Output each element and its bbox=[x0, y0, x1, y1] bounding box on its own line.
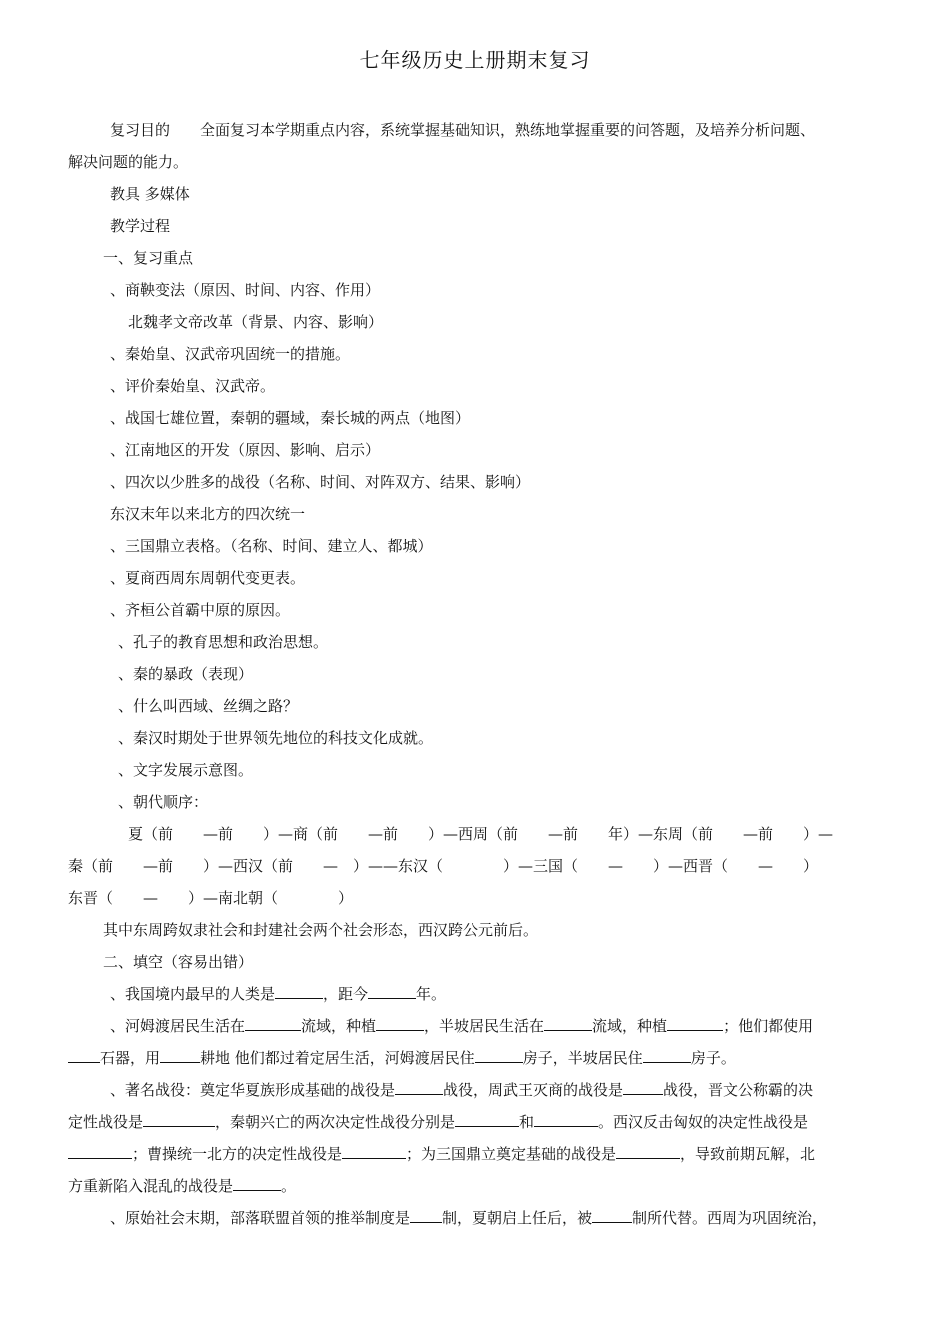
text-line: 、夏商西周东周朝代变更表。 bbox=[110, 569, 306, 587]
fill-in-blank bbox=[160, 1048, 200, 1063]
text-line: 复习目的 全面复习本学期重点内容，系统掌握基础知识，熟练地掌握重要的问答题，及培养分析问题、 bbox=[110, 121, 816, 139]
fill-in-blank bbox=[534, 1112, 598, 1127]
fill-in-blank bbox=[68, 1048, 100, 1063]
text-line: 一、复习重点 bbox=[103, 249, 194, 267]
page-title: 七年级历史上册期末复习 bbox=[359, 48, 591, 72]
fill-in-blank bbox=[233, 1176, 281, 1191]
fill-in-blank bbox=[623, 1080, 663, 1095]
text-line: 夏（前 —前 ）—商（前 —前 ）—西周（前 —前 年）—东周（前 —前 ）— bbox=[128, 825, 834, 843]
text-line: 、秦的暴政（表现） bbox=[118, 665, 254, 683]
fill-in-blank bbox=[410, 1208, 442, 1223]
text-line: 定性战役是 ，秦朝兴亡的两次决定性战役分别是 和 。西汉反击匈奴的决定性战役是 bbox=[68, 1113, 809, 1131]
text-line: 、四次以少胜多的战役（名称、时间、对阵双方、结果、影响） bbox=[110, 473, 531, 491]
fill-in-blank bbox=[342, 1144, 406, 1159]
fill-in-blank bbox=[643, 1048, 691, 1063]
fill-in-blank bbox=[368, 984, 416, 999]
text-line: 秦（前 —前 ）—西汉（前 — ）——东汉（ ）—三国（ — ）—西晋（ — ） bbox=[68, 857, 819, 875]
text-line: 、商鞅变法（原因、时间、内容、作用） bbox=[110, 281, 381, 299]
text-line: 、文字发展示意图。 bbox=[118, 761, 254, 779]
fill-in-blank bbox=[616, 1144, 680, 1159]
text-line: 石器，用 耕地 他们都过着定居生活，河姆渡居民住 房子，半坡居民住 房子。 bbox=[68, 1048, 736, 1068]
text-line: 、秦汉时期处于世界领先地位的科技文化成就。 bbox=[118, 729, 434, 747]
text-line: 、孔子的教育思想和政治思想。 bbox=[118, 633, 329, 651]
text-line: 、秦始皇、汉武帝巩固统一的措施。 bbox=[110, 345, 351, 363]
text-line: 、齐桓公首霸中原的原因。 bbox=[110, 601, 291, 619]
fill-in-blank bbox=[245, 1016, 301, 1031]
fill-in-blank bbox=[68, 1144, 132, 1159]
text-line: 北魏孝文帝改革（背景、内容、影响） bbox=[128, 313, 384, 331]
text-line: 教学过程 bbox=[110, 217, 171, 235]
text-line: 、战国七雄位置，秦朝的疆域，秦长城的两点（地图） bbox=[110, 409, 471, 427]
text-line: 、原始社会末期，部落联盟首领的推举制度是 制，夏朝启上任后，被 制所代替。西周为巩固统治， bbox=[110, 1209, 828, 1227]
fill-in-blank bbox=[475, 1048, 523, 1063]
text-line: 方重新陷入混乱的战役是 。 bbox=[68, 1177, 297, 1195]
text-line: 、评价秦始皇、汉武帝。 bbox=[110, 377, 276, 395]
text-line: 其中东周跨奴隶社会和封建社会两个社会形态，西汉跨公元前后。 bbox=[103, 921, 539, 939]
fill-in-blank bbox=[544, 1016, 592, 1031]
text-line: 、什么叫西域、丝绸之路？ bbox=[118, 697, 299, 715]
text-line: ；曹操统一北方的决定性战役是 ；为三国鼎立奠定基础的战役是 ，导致前期瓦解，北 bbox=[68, 1144, 815, 1164]
text-line: 、著名战役：奠定华夏族形成基础的战役是 战役，周武王灭商的战役是 战役，晋文公称霸的决 bbox=[110, 1081, 814, 1099]
text-line: 教具 多媒体 bbox=[110, 185, 190, 203]
fill-in-blank bbox=[143, 1112, 215, 1127]
fill-in-blank bbox=[592, 1208, 632, 1223]
fill-in-blank bbox=[455, 1112, 519, 1127]
fill-in-blank bbox=[376, 1016, 424, 1031]
fill-in-blank bbox=[275, 984, 323, 999]
fill-in-blank bbox=[667, 1016, 723, 1031]
text-line: 、我国境内最早的人类是 ，距今 年。 bbox=[110, 985, 447, 1003]
fill-in-blank bbox=[395, 1080, 443, 1095]
text-line: 东晋（ — ）—南北朝（ ） bbox=[68, 889, 354, 907]
text-line: 、朝代顺序： bbox=[118, 793, 209, 811]
text-line: 、三国鼎立表格。（名称、时间、建立人、都城） bbox=[110, 537, 433, 555]
text-line: 东汉末年以来北方的四次统一 bbox=[110, 505, 306, 523]
text-line: 二、填空（容易出错） bbox=[103, 953, 254, 971]
text-line: 、江南地区的开发（原因、影响、启示） bbox=[110, 441, 381, 459]
text-line: 、河姆渡居民生活在 流域，种植 ，半坡居民生活在 流域，种植 ；他们都使用 bbox=[110, 1017, 814, 1035]
text-line: 解决问题的能力。 bbox=[68, 153, 189, 171]
